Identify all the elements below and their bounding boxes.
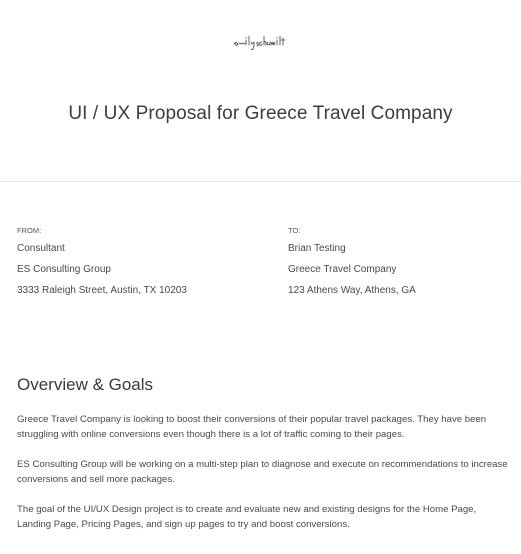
overview-paragraph: The goal of the UI/UX Design project is to create and evaluate new and existing designs for the Home Page, Landing Page, Pricing Pages, and sign up pages to try and boost conversions. — [17, 504, 477, 530]
to-label: TO: — [288, 226, 301, 235]
from-name: Consultant — [17, 243, 65, 254]
signature-logo-mark — [231, 30, 291, 56]
overview-paragraph: Greece Travel Company is looking to boost their conversions of their popular travel packages. They have been struggling with online conversions even though there is a lot of traffic coming to their pages. — [17, 414, 487, 440]
from-label: FROM: — [17, 226, 42, 235]
from-block — [17, 224, 187, 305]
to-address: 123 Athens Way, Athens, GA — [288, 285, 416, 296]
header-divider — [0, 181, 521, 182]
document-title: UI / UX Proposal for Greece Travel Company — [68, 103, 453, 124]
signature-logo — [0, 30, 521, 56]
from-company: ES Consulting Group — [17, 264, 111, 275]
overview-heading: Overview & Goals — [17, 375, 154, 394]
overview-paragraph: ES Consulting Group will be working on a multi-step plan to diagnose and execute on recommendations to increase conversions and sell more packages. — [17, 459, 508, 485]
to-name: Brian Testing — [288, 243, 346, 254]
to-company: Greece Travel Company — [288, 264, 397, 275]
from-address: 3333 Raleigh Street, Austin, TX 10203 — [17, 285, 187, 296]
to-block — [288, 224, 416, 305]
